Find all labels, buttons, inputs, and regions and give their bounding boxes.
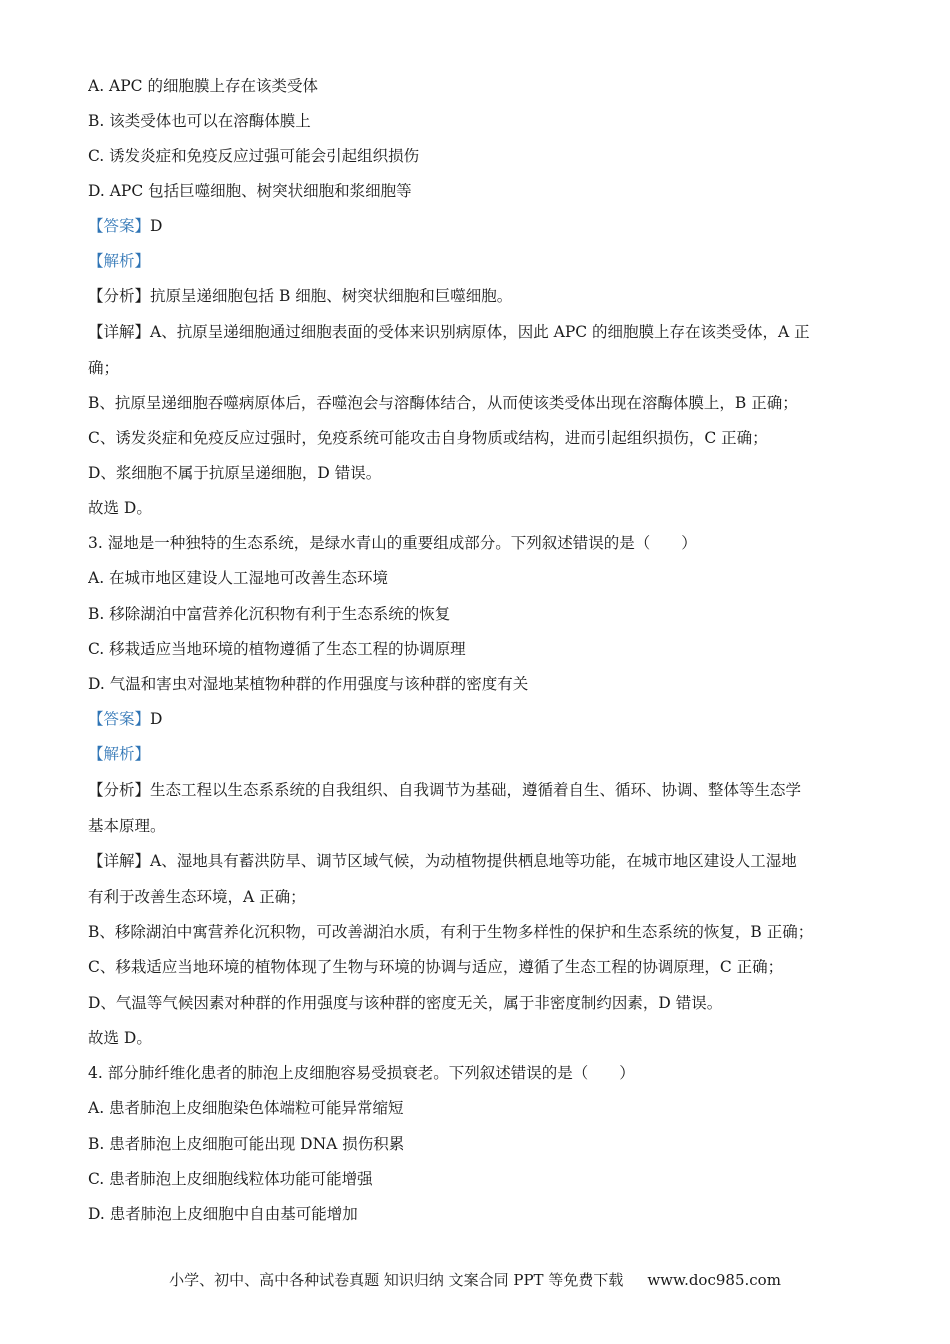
q3-detail-b: B、移除湖泊中寓营养化沉积物，可改善湖泊水质，有利于生物多样性的保护和生态系统的恢复，B 正确；: [88, 923, 814, 941]
analysis-tag: 【解析】: [88, 745, 151, 763]
xiangjie-tag: 【详解】: [88, 323, 151, 341]
answer-tag: 【答案】: [88, 217, 151, 235]
q2-answer-line: [88, 216, 863, 236]
q2-detail-d: D、浆细胞不属于抗原呈递细胞，D 错误。: [88, 464, 382, 482]
q2-analysis-heading: [88, 251, 863, 271]
q3-option-a: A. 在城市地区建设人工湿地可改善生态环境: [88, 569, 389, 587]
q2-option-a: A. APC 的细胞膜上存在该类受体: [88, 77, 318, 95]
q2-conclusion: 故选 D。: [88, 499, 152, 517]
q3-fenxi-line1: [88, 780, 863, 800]
q2-fenxi-line: [88, 286, 863, 306]
q3-detail-c: C、移栽适应当地环境的植物体现了生物与环境的协调与适应，遵循了生态工程的协调原理，C 正确；: [88, 958, 784, 976]
q2-xiangjie-line2: 确；: [88, 359, 120, 377]
answer-value: D: [150, 217, 163, 235]
xiangjie-text: A、湿地具有蓄洪防旱、调节区域气候，为动植物提供栖息地等功能，在城市地区建设人工湿地: [150, 852, 797, 870]
q4-option-b: B. 患者肺泡上皮细胞可能出现 DNA 损伤积累: [88, 1135, 405, 1153]
q2-detail-b: B、抗原呈递细胞吞噬病原体后，吞噬泡会与溶酶体结合，从而使该类受体出现在溶酶体膜上，B 正确；: [88, 394, 798, 412]
q3-option-b: B. 移除湖泊中富营养化沉积物有利于生态系统的恢复: [88, 605, 451, 623]
q3-answer-line: [88, 709, 863, 729]
q4-stem: 4. 部分肺纤维化患者的肺泡上皮细胞容易受损衰老。下列叙述错误的是（ ）: [88, 1064, 635, 1082]
footer-url[interactable]: www.doc985.com: [647, 1271, 781, 1289]
q3-option-c: C. 移栽适应当地环境的植物遵循了生态工程的协调原理: [88, 640, 466, 658]
page-footer: [0, 1270, 950, 1290]
analysis-tag: 【解析】: [88, 252, 151, 270]
q3-conclusion: 故选 D。: [88, 1029, 152, 1047]
answer-tag: 【答案】: [88, 710, 151, 728]
fenxi-tag: 【分析】: [88, 781, 151, 799]
q4-option-c: C. 患者肺泡上皮细胞线粒体功能可能增强: [88, 1170, 373, 1188]
footer-text: 小学、初中、高中各种试卷真题 知识归纳 文案合同 PPT 等免费下载: [169, 1271, 624, 1289]
q3-option-d: D. 气温和害虫对湿地某植物种群的作用强度与该种群的密度有关: [88, 675, 529, 693]
q4-option-d: D. 患者肺泡上皮细胞中自由基可能增加: [88, 1205, 358, 1223]
q2-detail-c: C、诱发炎症和免疫反应过强时，免疫系统可能攻击自身物质或结构，进而引起组织损伤，C 正确；: [88, 429, 768, 447]
xiangjie-tag: 【详解】: [88, 852, 151, 870]
q2-option-d: D. APC 包括巨噬细胞、树突状细胞和浆细胞等: [88, 182, 412, 200]
fenxi-tag: 【分析】: [88, 287, 151, 305]
q3-xiangjie-line2: 有利于改善生态环境，A 正确；: [88, 888, 306, 906]
xiangjie-text: A、抗原呈递细胞通过细胞表面的受体来识别病原体，因此 APC 的细胞膜上存在该类受体，A 正: [150, 323, 810, 341]
q3-detail-d: D、气温等气候因素对种群的作用强度与该种群的密度无关，属于非密度制约因素，D 错误。: [88, 994, 723, 1012]
q3-stem: 3. 湿地是一种独特的生态系统，是绿水青山的重要组成部分。下列叙述错误的是（ ）: [88, 534, 697, 552]
q3-fenxi-line2: 基本原理。: [88, 817, 166, 835]
answer-value: D: [150, 710, 163, 728]
q2-option-c: C. 诱发炎症和免疫反应过强可能会引起组织损伤: [88, 147, 420, 165]
q4-option-a: A. 患者肺泡上皮细胞染色体端粒可能异常缩短: [88, 1099, 404, 1117]
q2-option-b: B. 该类受体也可以在溶酶体膜上: [88, 112, 311, 130]
q2-xiangjie-line1: [88, 322, 863, 342]
q3-xiangjie-line1: [88, 851, 863, 871]
fenxi-text: 生态工程以生态系系统的自我组织、自我调节为基础，遵循着自生、循环、协调、整体等生态学: [150, 781, 802, 799]
q3-analysis-heading: [88, 744, 863, 764]
fenxi-text: 抗原呈递细胞包括 B 细胞、树突状细胞和巨噬细胞。: [150, 287, 513, 305]
